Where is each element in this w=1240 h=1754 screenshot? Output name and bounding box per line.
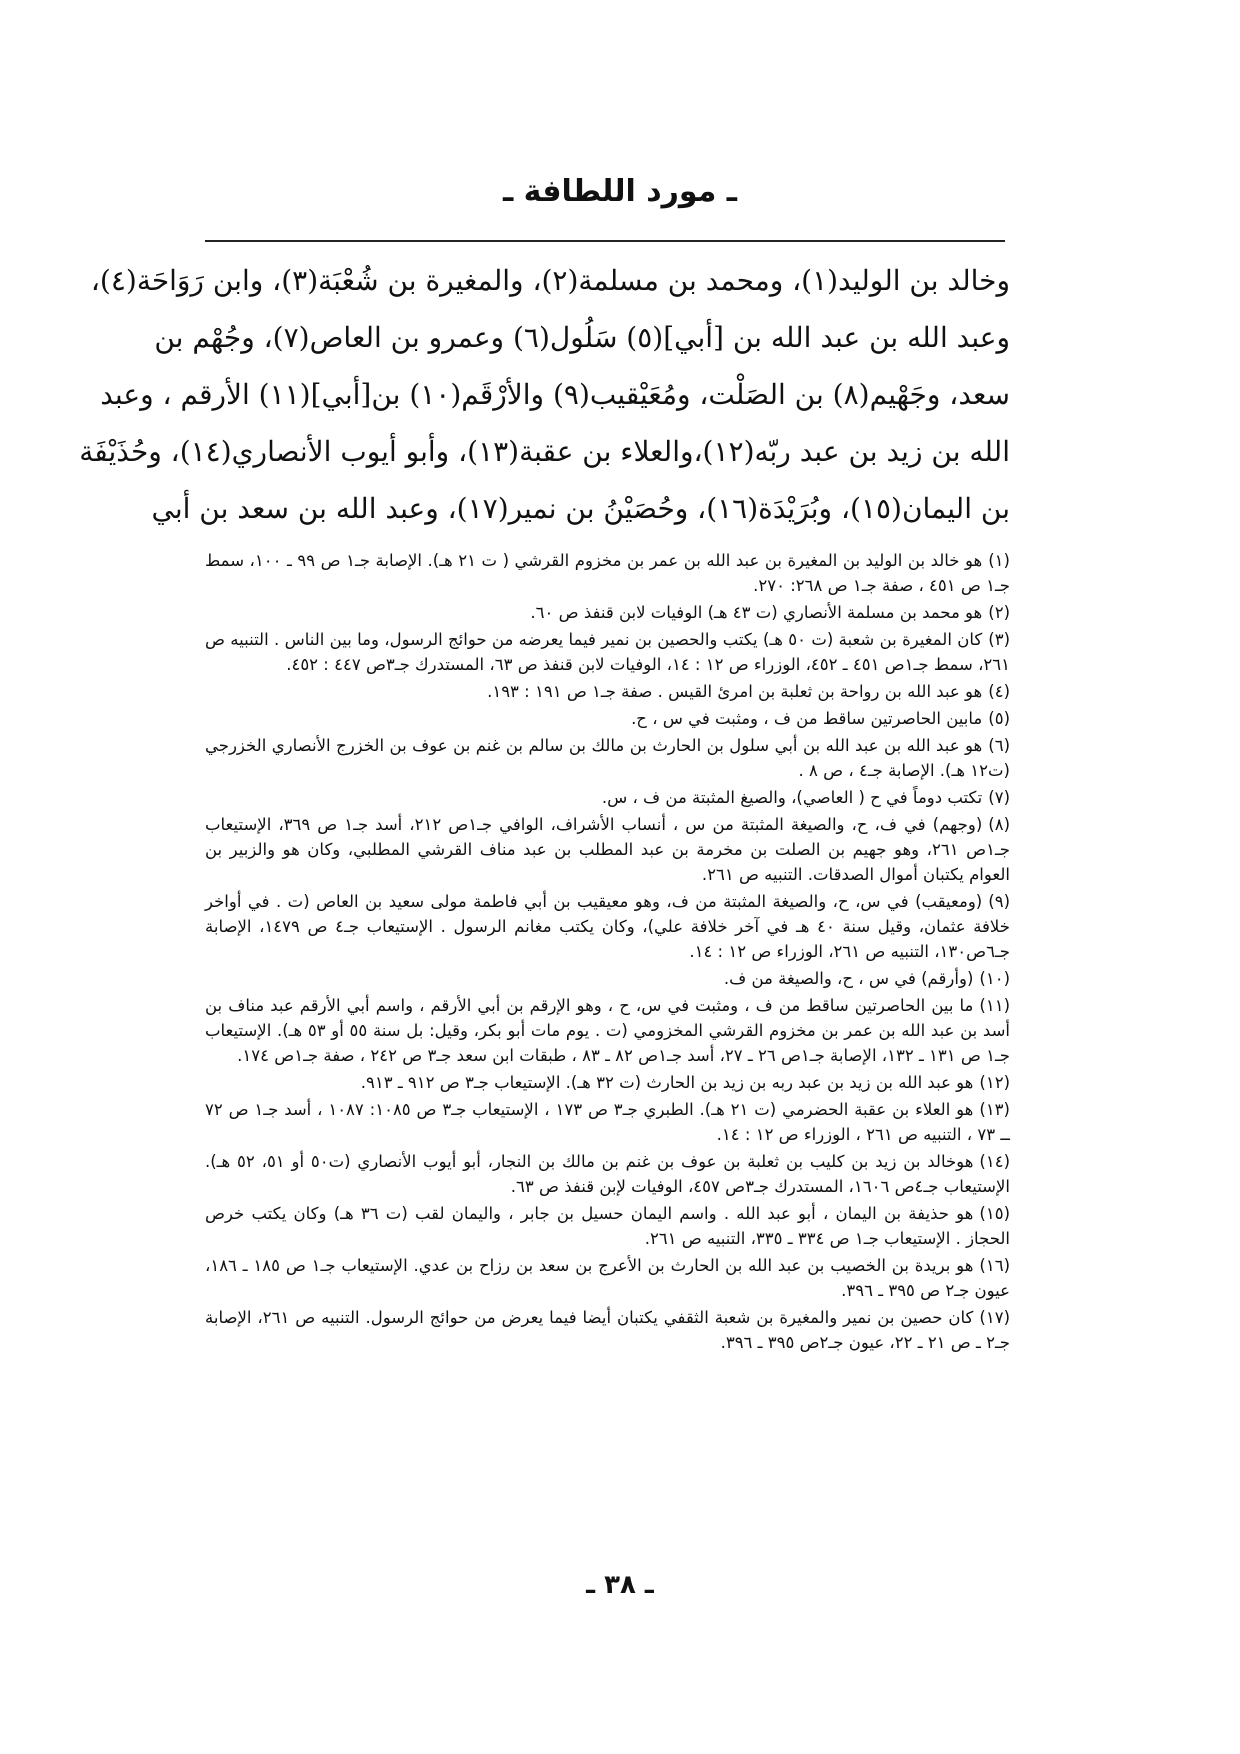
footnote [205,733,1010,783]
footnote [205,889,1010,964]
body-line: الله بن زيد بن عبد ربّه(١٢)،والعلاء بن عقبة(١٣)، وأبو أيوب الأنصاري(١٤)، وحُذَيْفَة [79,435,1010,468]
footnote [205,706,1010,731]
footnote-number: (٩) [988,892,1010,911]
footnote-number: (٦) [988,736,1010,755]
running-header: ـ مورد اللطافة ـ [502,174,737,209]
body-line: بن اليمان(١٥)، وبُرَيْدَة(١٦)، وحُصَيْنُ بن نمير(١٧)، وعبد الله بن سعد بن أبي [151,492,1010,525]
footnote-text: (ومعيقب) في س، ح، والصيغة المثبتة من ف، وهو معيقيب بن أبي فاطمة مولى سعيد بن العاص (ت . في أواخر خلافة عثمان، وقيل سنة ٤٠ هـ في آخر خلافة علي)، وكان يكتب مغانم الرسول . الإستيعاب جـ٤ ص ١٤٧٩، الإصابة جـ٦ص١٣٠، التنبيه ص ٢٦١، الوزراء ص ١٢ : ١٤. [205,892,1010,961]
footnote-number: (١٣) [979,1100,1010,1119]
footnote [205,548,1010,598]
footnote-number: (٢) [988,603,1010,622]
footnote [205,785,1010,810]
footnote [205,1149,1010,1199]
body-line: وخالد بن الوليد(١)، ومحمد بن مسلمة(٢)، والمغيرة بن شُعْبَة(٣)، وابن رَوَاحَة(٤)، [90,264,1010,297]
footnote [205,600,1010,625]
footnote-text: هو حذيفة بن اليمان ، أبو عبد الله . واسم اليمان حسيل بن جابر ، واليمان لقب (ت ٣٦ هـ) وكان يكتب خرص الحجاز . الإستيعاب جـ١ ص ٣٣٤ ـ ٣٣٥، التنبيه ص ٢٦١. [205,1204,1010,1248]
footnote-text: هو عبد الله بن رواحة بن ثعلبة بن امرئ القيس . صفة جـ١ ص ١٩١ : ١٩٣. [487,682,983,701]
footnote [205,1201,1010,1251]
footnote-text: كان حصين بن نمير والمغيرة بن شعبة الثقفي يكتبان أيضا فيما يعرض من حوائج الرسول. التنبيه ص ٢٦١، الإصابة جـ٢ ـ ص ٢١ ـ ٢٢، عيون جـ٢ص ٣٩٥ ـ ٣٩٦. [205,1308,1010,1352]
footnote-text: (وجهم) في ف، ح، والصيغة المثبتة من س ، أنساب الأشراف، الوافي جـ١ص ٢١٢، أسد جـ١ ص ٣٦٩، الإستيعاب جـ١ص ٢٦١، وهو جهيم بن الصلت بن مخرمة بن عبد المطلب بن عبد مناف القرشي المطلبي، وكان هو والزبير بن العوام يكتبان أموال الصدقات. التنبيه ص ٢٦١. [205,815,1011,884]
footnote-text: هو عبد الله بن عبد الله بن أبي سلول بن الحارث بن مالك بن سالم بن غنم بن عوف بن الخزرج الأنصاري الخزرجي (ت١٢ هـ). الإصابة جـ٤ ، ص ٨ . [205,736,1010,780]
footnote [205,1305,1010,1355]
body-line: وعبد الله بن عبد الله بن [أبي](٥) سَلُول(٦) وعمرو بن العاص(٧)، وجُهْم بن [154,321,1010,354]
footnote [205,966,1010,991]
footnote-text: هو محمد بن مسلمة الأنصاري (ت ٤٣ هـ) الوفيات لابن قنفذ ص ٦٠. [530,603,983,622]
footnote-text: هو العلاء بن عقبة الحضرمي (ت ٢١ هـ). الطبري جـ٣ ص ١٧٣ ، الإستيعاب جـ٣ ص ١٠٨٥: ١٠٨٧ ، أسد جـ١ ص ٧٢ ــ ٧٣ ، التنبيه ص ٢٦١ ، الوزراء ص ١٢ : ١٤. [205,1100,1010,1144]
footnote-number: (١١) [979,996,1010,1015]
body-text [79,252,1010,537]
footnotes [205,548,1010,1357]
footnote-number: (١٦) [979,1256,1011,1275]
footnote-number: (٣) [988,630,1011,649]
footnote-text: هو عبد الله بن زيد بن عبد ربه بن زيد بن الحارث (ت ٣٢ هـ). الإستيعاب جـ٣ ص ٩١٢ ـ ٩١٣. [360,1073,974,1092]
footnote [205,1253,1010,1303]
footnote-number: (٨) [988,815,1011,834]
footnote-number: (١٧) [979,1308,1011,1327]
page-number: ـ ٣٨ ـ [586,1570,654,1600]
footnote [205,627,1010,677]
footnote [205,679,1010,704]
footnote-number: (١٥) [979,1204,1010,1223]
footnote-text: مابين الحاصرتين ساقط من ف ، ومثبت في س ، ح. [631,709,983,728]
footnote-number: (١٠) [979,969,1010,988]
footnote-text: هو خالد بن الوليد بن المغيرة بن عبد الله بن عمر بن مخزوم القرشي ( ت ٢١ هـ). الإصابة جـ١ ص ٩٩ ـ ١٠٠، سمط جـ١ ص ٤٥١ ، صفة جـ١ ص ٢٦٨: ٢٧٠. [205,551,1010,595]
footnote [205,812,1010,887]
footnote-number: (١) [988,551,1010,570]
footnote-number: (٤) [988,682,1010,701]
footnote-number: (١٢) [979,1073,1010,1092]
footnote-number: (١٤) [979,1152,1011,1171]
footnote [205,1097,1010,1147]
footnote-number: (٧) [988,788,1010,807]
footnote-number: (٥) [988,709,1010,728]
header-rule [205,240,1005,242]
body-line: سعد، وجَهْيم(٨) بن الصَلْت، ومُعَيْقيب(٩) والأرْقَم(١٠) بن[أبي](١١) الأرقم ، وعبد [100,378,1010,411]
footnote-text: (وأرقم) في س ، ح، والصيغة من ف. [723,969,974,988]
footnote-text: هو بريدة بن الخصيب بن عبد الله بن الحارث بن الأعرج بن سعد بن رزاح بن عدي. الإستيعاب جـ١ ص ١٨٥ ـ ١٨٦، عيون جـ٢ ص ٣٩٥ ـ ٣٩٦. [205,1256,1010,1300]
footnote [205,993,1010,1068]
footnote-text: هوخالد بن زيد بن كليب بن ثعلبة بن عوف بن غنم بن مالك بن النجار، أبو أيوب الأنصاري (ت٥٠ أو ٥١، ٥٢ هـ). الإستيعاب جـ٤ص ١٦٠٦، المستدرك جـ٣ص ٤٥٧، الوفيات لإبن قنفذ ص ٦٣. [205,1152,1010,1196]
footnote [205,1070,1010,1095]
footnote-text: ما بين الحاصرتين ساقط من ف ، ومثبت في س، ح ، وهو الإرقم بن أبي الأرقم ، واسم أبي الأرقم عبد مناف بن أسد بن عبد الله بن عمر بن مخزوم القرشي المخزومي (ت . يوم مات أبو بكر، وقيل: بل سنة ٥٥ أو ٥٣ هـ). الإستيعاب جـ١ ص ١٣١ ـ ١٣٢، الإصابة جـ١ص ٢٦ ـ ٢٧، أسد جـ١ص ٨٢ ـ ٨٣ ، طبقات ابن سعد جـ٣ ص ٢٤٢ ، صفة جـ١ص ١٧٤. [205,996,1010,1065]
footnote-text: تكتب دوماً في ح ( العاصي)، والصيغ المثبتة من ف ، س. [601,788,983,807]
footnote-text: كان المغيرة بن شعبة (ت ٥٠ هـ) يكتب والحصين بن نمير فيما يعرضه من حوائج الرسول، وما بين الناس . التنبيه ص ٢٦١، سمط جـ١ص ٤٥١ ـ ٤٥٢، الوزراء ص ١٢ : ١٤، الوفيات لابن قنفذ ص ٦٣، المستدرك جـ٣ص ٤٤٧ : ٤٥٢. [205,630,1010,674]
